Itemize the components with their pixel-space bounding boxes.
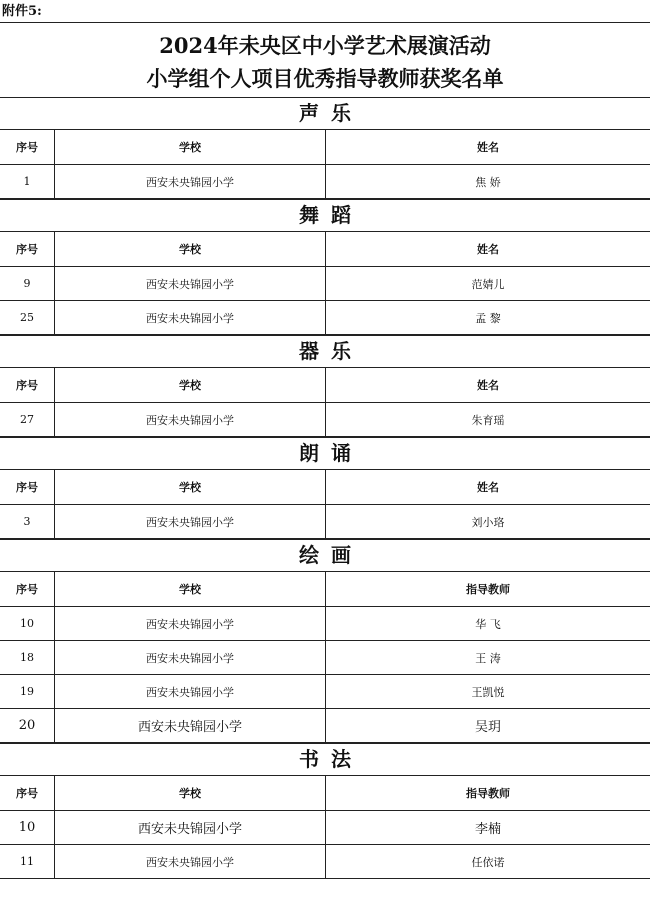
cell-no: 18 (0, 641, 55, 675)
section-table (0, 129, 650, 199)
document-title (0, 22, 650, 98)
section-title: 绘画 (0, 539, 650, 571)
table-row (0, 403, 650, 437)
section-title: 器乐 (0, 335, 650, 367)
cell-school: 西安未央锦园小学 (55, 165, 326, 199)
section-title: 朗诵 (0, 437, 650, 469)
table-row (0, 811, 650, 845)
title-line-2: 小学组个人项目优秀指导教师获奖名单 (146, 66, 504, 91)
cell-school: 西安未央锦园小学 (55, 607, 326, 641)
cell-name: 孟 黎 (326, 301, 650, 335)
header-name: 指导教师 (326, 572, 650, 607)
cell-school: 西安未央锦园小学 (55, 641, 326, 675)
table-row (0, 641, 650, 675)
cell-name: 吴玥 (326, 709, 650, 743)
cell-no: 1 (0, 165, 55, 199)
cell-name: 王 涛 (326, 641, 650, 675)
cell-school: 西安未央锦园小学 (55, 267, 326, 301)
cell-no: 10 (0, 811, 55, 845)
table-row (0, 845, 650, 879)
cell-no: 27 (0, 403, 55, 437)
table-row (0, 267, 650, 301)
cell-school: 西安未央锦园小学 (55, 709, 326, 743)
cell-no: 19 (0, 675, 55, 709)
cell-no: 25 (0, 301, 55, 335)
section-title: 书法 (0, 743, 650, 775)
section-table (0, 231, 650, 335)
cell-school: 西安未央锦园小学 (55, 845, 326, 879)
header-no: 序号 (0, 130, 55, 165)
header-school: 学校 (55, 368, 326, 403)
header-no: 序号 (0, 572, 55, 607)
header-no: 序号 (0, 232, 55, 267)
table-header-row (0, 368, 650, 403)
cell-name: 华 飞 (326, 607, 650, 641)
cell-no: 10 (0, 607, 55, 641)
cell-no: 3 (0, 505, 55, 539)
cell-name: 王凯悦 (326, 675, 650, 709)
award-list (0, 97, 650, 879)
cell-school: 西安未央锦园小学 (55, 675, 326, 709)
cell-school: 西安未央锦园小学 (55, 811, 326, 845)
cell-name: 朱育瑶 (326, 403, 650, 437)
cell-school: 西安未央锦园小学 (55, 301, 326, 335)
header-school: 学校 (55, 130, 326, 165)
header-school: 学校 (55, 470, 326, 505)
header-school: 学校 (55, 776, 326, 811)
cell-name: 李楠 (326, 811, 650, 845)
table-header-row (0, 130, 650, 165)
cell-no: 9 (0, 267, 55, 301)
section-table (0, 367, 650, 437)
table-row (0, 607, 650, 641)
cell-no: 11 (0, 845, 55, 879)
cell-name: 焦 娇 (326, 165, 650, 199)
table-header-row (0, 572, 650, 607)
header-school: 学校 (55, 572, 326, 607)
header-no: 序号 (0, 776, 55, 811)
header-school: 学校 (55, 232, 326, 267)
title-line-1: 2024年未央区中小学艺术展演活动 (159, 33, 491, 58)
header-name: 姓名 (326, 368, 650, 403)
table-row (0, 675, 650, 709)
table-header-row (0, 470, 650, 505)
header-name: 指导教师 (326, 776, 650, 811)
cell-school: 西安未央锦园小学 (55, 505, 326, 539)
section-title: 舞蹈 (0, 199, 650, 231)
attachment-label: 附件5: (2, 4, 42, 19)
section-title: 声乐 (0, 97, 650, 129)
table-row (0, 709, 650, 743)
header-no: 序号 (0, 470, 55, 505)
header-name: 姓名 (326, 470, 650, 505)
cell-school: 西安未央锦园小学 (55, 403, 326, 437)
table-header-row (0, 232, 650, 267)
table-header-row (0, 776, 650, 811)
table-row (0, 301, 650, 335)
section-table (0, 775, 650, 879)
cell-no: 20 (0, 709, 55, 743)
header-name: 姓名 (326, 130, 650, 165)
cell-name: 范婧儿 (326, 267, 650, 301)
header-no: 序号 (0, 368, 55, 403)
header-name: 姓名 (326, 232, 650, 267)
section-table (0, 571, 650, 743)
cell-name: 任依诺 (326, 845, 650, 879)
cell-name: 刘小珞 (326, 505, 650, 539)
section-table (0, 469, 650, 539)
table-row (0, 165, 650, 199)
table-row (0, 505, 650, 539)
